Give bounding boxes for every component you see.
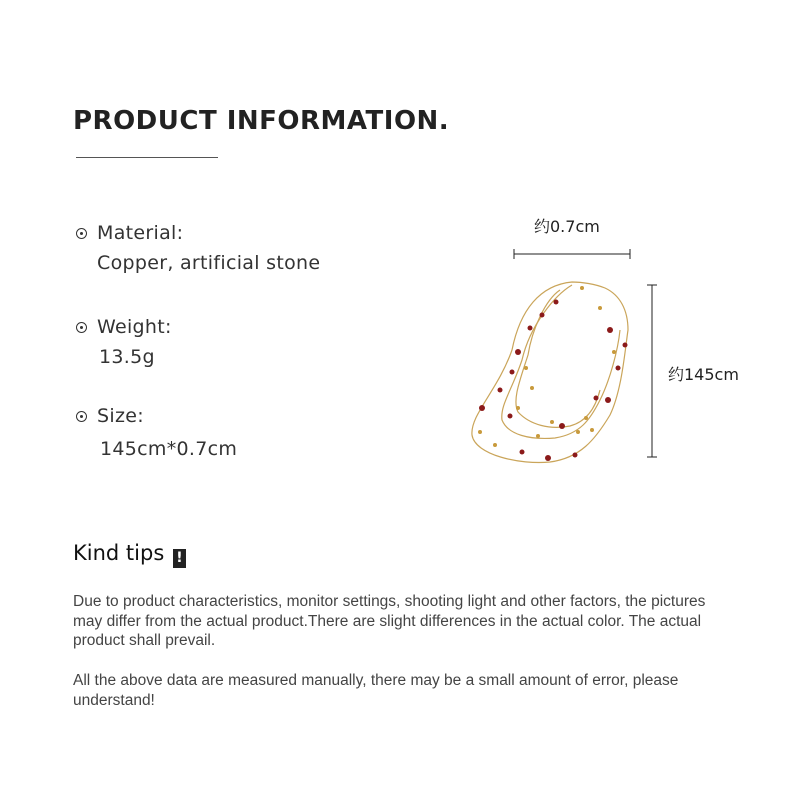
length-dimension-label: 约145cm — [668, 365, 739, 384]
title-underline — [76, 157, 218, 158]
bullet-icon — [76, 411, 87, 422]
necklace-image — [460, 240, 750, 480]
bullet-icon — [76, 228, 87, 239]
exclamation-icon: ! — [173, 549, 186, 568]
tips-paragraph: Due to product characteristics, monitor settings, shooting light and other factors, the pictures may differ from the actual product.There are slight differences in the actual color. The actual product shall prevail. — [73, 593, 706, 649]
page-title: PRODUCT INFORMATION. — [73, 106, 450, 136]
width-dimension-label: 约0.7cm — [534, 217, 600, 236]
spec-label: Size: — [97, 405, 144, 427]
spec-label: Weight: — [97, 316, 172, 338]
tips-paragraph: All the above data are measured manually, there may be a small amount of error, please understand! — [73, 672, 679, 709]
spec-value: 145cm*0.7cm — [100, 438, 238, 460]
bullet-icon — [76, 322, 87, 333]
spec-value: Copper, artificial stone — [97, 252, 321, 274]
product-figure — [460, 217, 750, 480]
spec-label: Material: — [97, 222, 184, 244]
spec-value: 13.5g — [99, 346, 155, 368]
tips-title: Kind tips — [73, 541, 165, 565]
tips-heading — [73, 541, 186, 568]
